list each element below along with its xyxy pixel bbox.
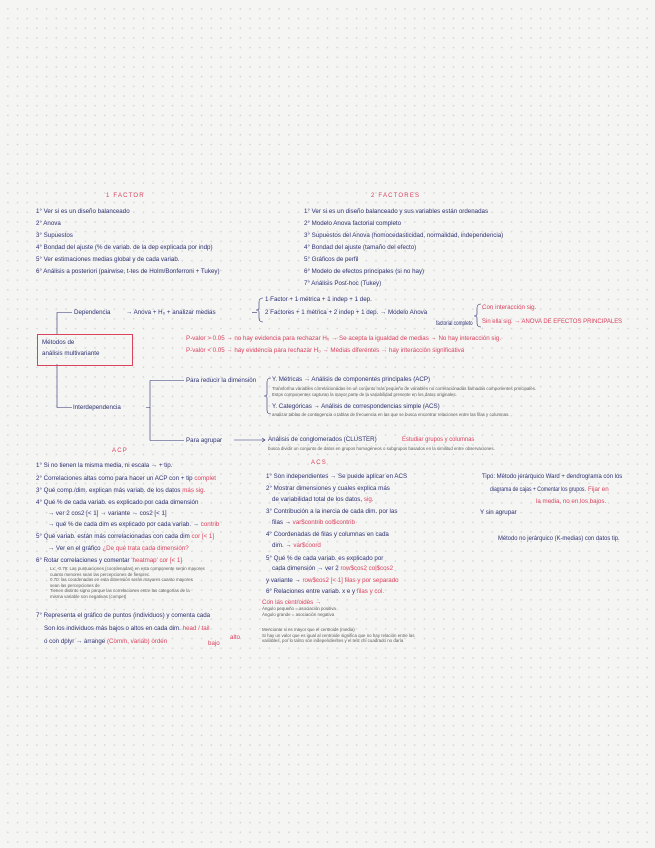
pvalue-high-line: P-valor > 0.05 → no hay evidencia para rechazar H₀ → Se acepta la igualdad de medias → No hay interacción sig.	[186, 335, 502, 342]
metric-method: Y. Métricas → Análisis de componentes principales (ACP)	[272, 376, 431, 383]
acp-line-9	[36, 557, 228, 564]
acs-line-3-mark: sig.	[363, 496, 374, 503]
cluster-line-2-mark: Fijar en	[588, 486, 609, 493]
one-factor-step-6: 6° Análisis a posteriori (pairwise, t-tes de Holm/Bonferroni + Tukey)	[36, 268, 220, 275]
acp-line-11-mark: head / tail	[182, 625, 210, 632]
acs-line-5-mark: var$contrib col$contrib	[292, 519, 355, 526]
acs-line-1	[266, 473, 418, 480]
metric-desc-2: Estos componentes capturan la mayor parte de la variabilidad presente en los datos originales.	[272, 392, 457, 397]
group-arrow	[234, 438, 265, 442]
dependence-cases-brace	[256, 298, 263, 322]
acp-title: ACP	[112, 448, 128, 454]
dependence-label: Dependencia	[74, 309, 111, 316]
acs-line-3	[272, 496, 402, 503]
methods-box-line-2: análisis multivariante	[42, 350, 100, 357]
acp-line-12-mark: (Comm, variab) orden	[106, 638, 168, 645]
acs-line-2	[266, 485, 418, 492]
cluster-line-2: diagrama de cajas + Comentar los grupos.	[490, 486, 586, 493]
two-factors-step-4: 4° Bondad del ajuste (tamaño del efecto)	[304, 244, 417, 251]
acp-note-3: 0.70: las coordenadas en esta dimensión serán mayores cuanto mayores	[50, 577, 193, 582]
acs-angle-note-1: Ángulo pequeño = asociación positiva	[262, 606, 336, 611]
acs-line-4-text: 3° Contribución a la inercia de cada dim. por las	[266, 508, 398, 515]
acp-low-label: bajo	[208, 640, 220, 647]
acs-line-10	[266, 577, 426, 584]
cluster-line-3-mark: la media, no en los bajos.	[536, 498, 607, 505]
acp-high-label: alto	[230, 634, 240, 641]
acs-line-3-text: de variabilidad total de los datos,	[272, 496, 363, 503]
categorical-desc: analizar tablas de contingencia o tablas de frecuencia en las que se busca encontrar relaciones entre las filas y columnas.	[272, 412, 510, 417]
acp-line-5-text: → ver 2 cos2 [< 1] → variante → cos2 [< 1]	[48, 510, 167, 517]
acs-line-8	[266, 555, 416, 562]
acp-line-2	[36, 475, 246, 482]
acp-line-3-mark: más sig.	[182, 487, 206, 494]
acs-line-11	[266, 588, 421, 595]
two-factors-step-7: 7° Análisis Post-hoc (Tukey)	[304, 280, 382, 287]
categorical-method: Y. Categóricas → Análisis de correspondencias simple (ACS)	[272, 403, 440, 410]
acp-line-12-text: o con dplyr → arrange	[44, 638, 106, 645]
acp-line-3-text: 3° Qué comp./dim. explican más variab. de los datos	[36, 487, 181, 494]
acp-note-1: Lx: -0.79: Las puntuaciones (coordenadas) en esta componente serán mayores	[50, 566, 205, 571]
acp-line-7-text: 5° Qué variab. están más correlacionadas con cada dim	[36, 533, 190, 540]
acp-line-10-text: 7° Representa el gráfico de puntos (individuos) y comenta cada	[36, 612, 211, 619]
acs-line-5	[272, 519, 394, 526]
one-factor-step-4: 4° Bondad del ajuste (% de variab. de la dep explicada por indp)	[36, 244, 213, 251]
acs-line-10-text: y variante →	[266, 577, 301, 584]
acs-centroid-note-1: Mencionar si es mayor que el centroide (media)	[262, 627, 355, 632]
acs-title: ACS	[311, 460, 327, 466]
two-factors-step-1: 1° Ver si es un diseño balanceado y sus variables están ordenadas	[304, 208, 489, 215]
two-factors-step-3: 3° Supuestos del Anova (homocedasticidad, normalidad, independencia)	[304, 232, 504, 239]
group-desc: busca dividir un conjunto de datos en grupos homogéneos o subgrupos basados en la similitud entre observaciones.	[268, 446, 495, 451]
group-note: Estudiar grupos y columnas	[402, 436, 475, 443]
acp-line-4-text: 4° Qué % de cada variab. es explicado por cada dimensión	[36, 499, 199, 506]
acs-line-7	[272, 542, 342, 549]
dependence-case-two-cont: factorial completo	[436, 320, 473, 327]
acs-angle-note-2: Ángulo grande = asociación negativa	[262, 611, 335, 617]
acs-line-7-mark: var$coord	[293, 542, 321, 549]
box-to-dependence-line	[57, 313, 72, 335]
acs-line-8-text: 5° Qué % de cada variab. es explicado por	[266, 555, 384, 562]
acp-line-2-text: 2° Correlaciones altas como para hacer un ACP con + tip	[36, 475, 193, 482]
dependence-case-two: 2 Factores + 1 métrica + 2 indep + 1 dep. → Modelo Anova	[265, 309, 428, 316]
acp-line-9-mark: 'heatmap' cor [< 1]	[131, 557, 183, 564]
acs-line-7-text: dim. →	[272, 542, 292, 549]
acp-line-11-text: Son los individuos más bajos o altos en cada dim.	[44, 625, 181, 632]
acs-line-9-text: cada dimensión → ver 2	[272, 565, 339, 572]
acp-line-7-mark: cor [< 1]	[191, 533, 215, 540]
cluster-no-group: Y sin agrupar	[480, 509, 517, 516]
two-factors-step-5: 5° Gráficos de perfil	[304, 256, 359, 263]
acs-line-4	[266, 508, 422, 515]
acs-centroid-note-2: Si hay un valor que es igual al centroide significa que no hay relación entre las	[262, 632, 415, 638]
two-factors-step-2: 2° Modelo Anova factorial completo	[304, 220, 402, 227]
acs-line-6-text: 4° Coordenadas de filas y columnas en cada	[266, 531, 389, 538]
group-method: Análisis de conglomerados (CLUSTER)	[268, 436, 377, 443]
group-label: Para agrupar	[186, 437, 223, 444]
reduce-dimension-brace	[264, 378, 271, 414]
acp-note-2: cuanto menores sean las percepciones de fiesprec.	[50, 571, 151, 577]
box-to-interdependence-line	[57, 364, 72, 408]
with-interaction-note: Con interacción sig.	[482, 304, 537, 311]
interaction-brace	[474, 304, 481, 327]
acp-line-1-text: 1° Si no tienen la misma media, ni escala → + tip.	[36, 462, 173, 469]
acs-line-6	[266, 531, 418, 538]
acp-line-3	[36, 487, 242, 494]
two-factors-step-6: 6° Modelo de efectos principales (si no hay)	[304, 268, 425, 275]
dependence-case-one: 1 Factor + 1 métrica + 1 indep + 1 dep.	[265, 296, 372, 303]
acp-line-7	[36, 533, 248, 540]
acp-line-1	[36, 462, 216, 469]
acs-line-9	[272, 565, 422, 572]
acp-line-8-text: → Ver en el gráfico	[48, 545, 101, 552]
acs-line-2-text: 2° Mostrar dimensiones y cuales explica más	[266, 485, 390, 492]
acp-line-6	[48, 521, 228, 528]
acp-note-5: Tienen distinto signo porque las correlaciones entre las categorías de la	[50, 588, 190, 593]
one-factor-step-3: 3° Supuestos	[36, 232, 73, 239]
acp-line-8	[48, 545, 218, 552]
acp-line-12	[44, 638, 196, 645]
one-factor-step-5: 5° Ver estimaciones medias global y de cada variab.	[36, 256, 180, 263]
without-interaction-note: Sin ella sig. → ANOVA DE EFECTOS PRINCIPALES	[482, 318, 623, 325]
acs-line-5-text: filas →	[272, 519, 291, 526]
pvalue-low-line: P-valor < 0.05 → hay evidencia para rechazar H₀ → Medias diferentes → hay interacción significativa	[186, 347, 465, 354]
one-factor-step-1: 1° Ver si es un diseño balanceado	[36, 208, 130, 215]
acp-note-6: misma variable son negativas (compet)	[50, 593, 127, 599]
one-factor-step-2: 2° Anova	[36, 220, 61, 227]
one-factor-title: 1 FACTOR	[106, 193, 145, 199]
metric-desc-1: Transforma variables correlacionadas en un conjunto más pequeño de variables no correlacionadas llamadas componentes principales.	[272, 386, 537, 391]
two-factors-title: 2 FACTORES	[371, 193, 421, 199]
interdependence-branch-lines	[146, 381, 184, 441]
acp-line-5	[48, 510, 238, 517]
reduce-dimension-label: Para reducir la dimensión	[186, 377, 257, 384]
acs-centroid-note-3: variables, por lo tanto son independientes y el test chi cuadrado no daría	[262, 638, 404, 643]
acs-line-1-text: 1° Son independientes → Se puede aplicar en ACS	[266, 473, 408, 480]
acs-centroids: Con las centroides →	[262, 599, 322, 606]
acp-line-2-mark: complet	[194, 475, 217, 482]
cluster-line-1: Tipo: Método jerárquico Ward + dendrograma con los	[482, 473, 623, 480]
acp-line-6-mark: contrib	[200, 521, 220, 528]
acs-line-10-mark: row$cos2 [< 1] filas y por separado	[302, 577, 399, 584]
acs-line-11-mark: filas y col.	[356, 588, 385, 595]
acp-line-11	[44, 625, 248, 632]
acp-line-4	[36, 499, 240, 506]
acp-line-8-mark: ¿De qué trata cada dimensión?	[102, 545, 189, 552]
acp-note-4: sean las percepciones de	[50, 582, 100, 588]
methods-box	[37, 334, 133, 366]
acs-line-11-text: 6° Relaciones entre variab. x e y	[266, 588, 356, 595]
acs-line-9-mark: row$cos2 col$cos2	[340, 565, 394, 572]
acp-line-6-text: → qué % de cada dim es explicado por cada variab. →	[48, 521, 199, 528]
cluster-kmeans: Método no jerárquico (K-medias) con datos tip.	[498, 535, 620, 542]
dependence-arrow-text: → Anova + H₀ + analizar medias	[126, 309, 216, 316]
acp-line-10	[36, 612, 242, 619]
methods-box-line-1: Métodos de	[42, 339, 75, 346]
acp-line-9-text: 6° Rotar correlaciones y comentar	[36, 557, 130, 564]
interdependence-label: Interdependencia	[73, 404, 121, 411]
